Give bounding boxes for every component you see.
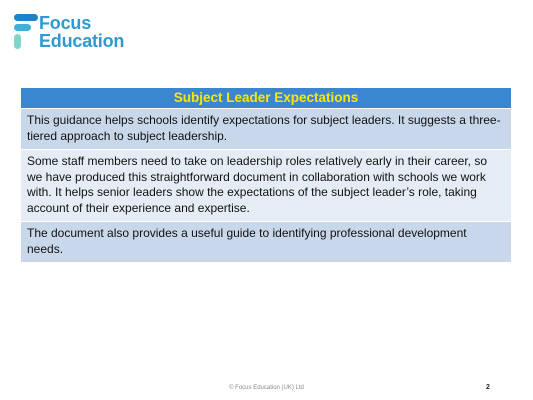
footer-copyright: © Focus Education (UK) Ltd [229, 385, 304, 391]
focus-education-logo [14, 14, 154, 50]
focus-logo-mark-icon [14, 14, 42, 50]
logo-wordmark [39, 14, 124, 50]
page-number: 2 [486, 384, 490, 391]
logo-line-focus: Focus [39, 13, 92, 33]
expectations-table [21, 88, 511, 262]
logo-line-education: Education [39, 31, 125, 51]
table-row: The document also provides a useful guide to identifying professional development needs. [21, 221, 511, 262]
table-row: This guidance helps schools identify expectations for subject leaders. It suggests a three-tiered approach to subject leadership. [21, 108, 511, 149]
table-row: Some staff members need to take on leadership roles relatively early in their career, so we have produced this straightforward document in collaboration with schools we work with. It helps senior leaders show the expectations of the subject leader’s role, taking account of their experience and expertise. [21, 149, 511, 221]
table-header: Subject Leader Expectations [21, 88, 511, 108]
